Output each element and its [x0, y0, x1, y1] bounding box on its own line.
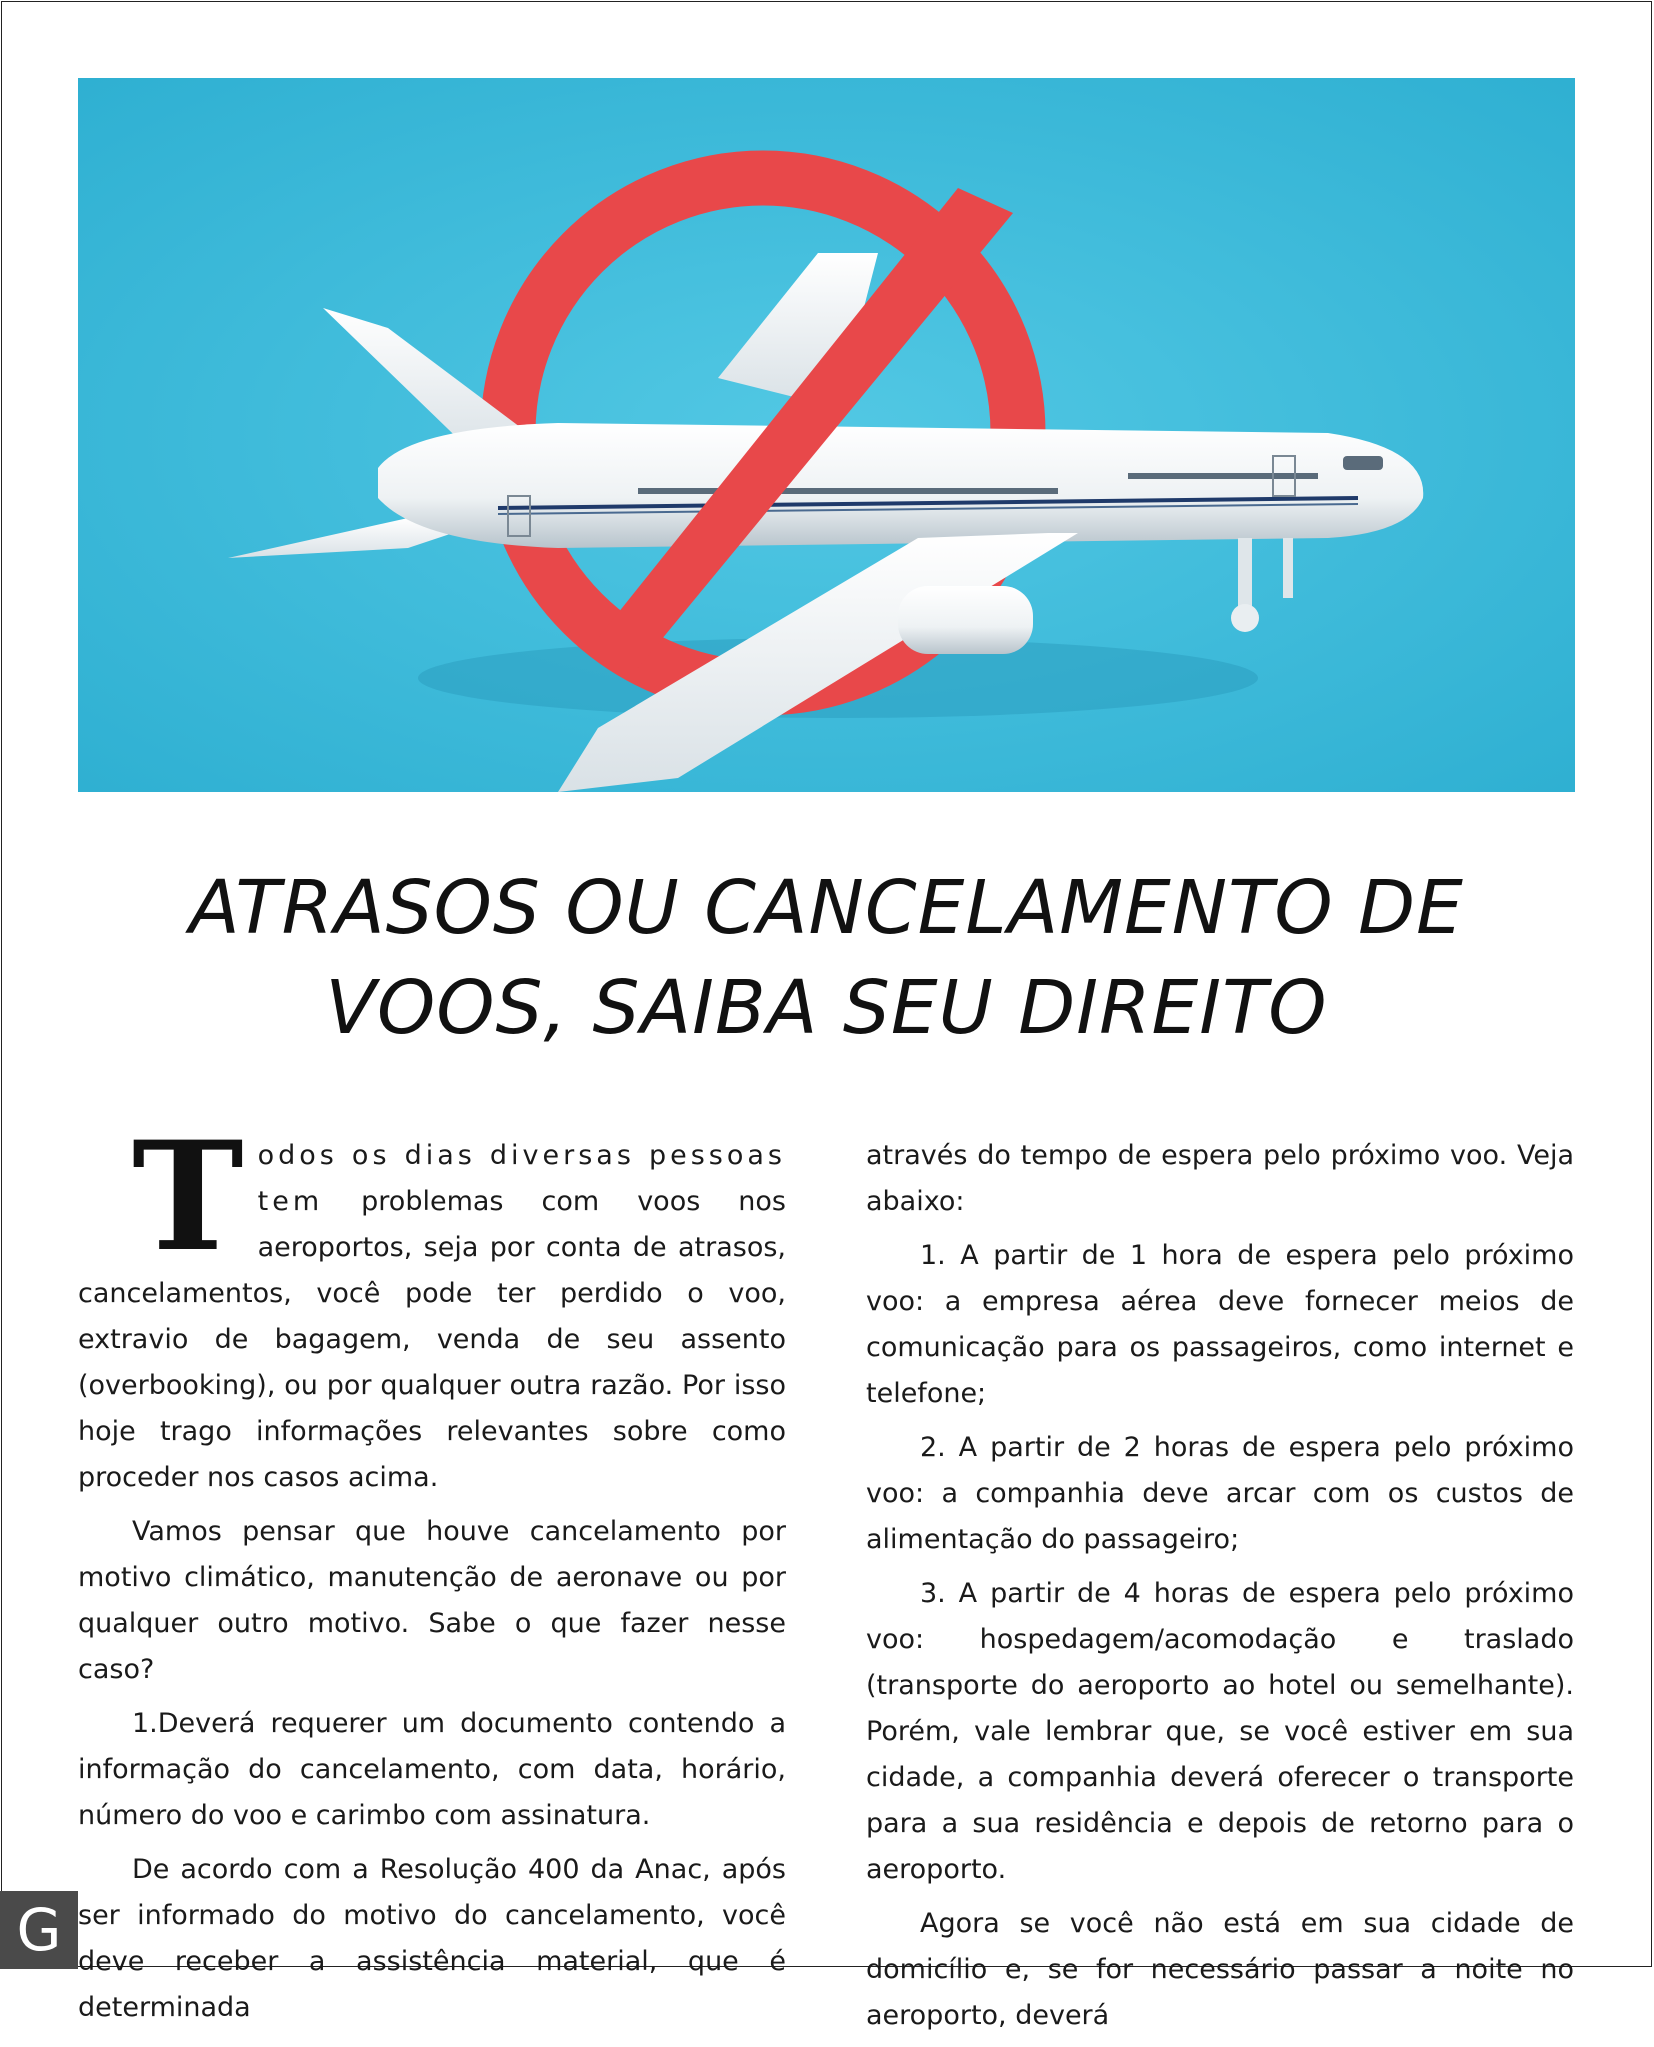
paragraph-lead: odos os dias diversas pessoas tem	[257, 1140, 786, 1217]
article-column-left	[78, 1109, 786, 2039]
article-paragraph: 3. A partir de 4 horas de espera pelo próximo voo: hospedagem/acomodação e traslado (transporte do aeroporto ao hotel ou semelhante). Porém, vale lembrar que, se você estiver em sua cidade, a companhia deverá oferecer o transporte para a sua residência e depois de retorno para o aeroporto.	[866, 1578, 1574, 1885]
hero-image	[78, 78, 1575, 792]
paragraph-text: problemas com voos nos aeroportos, seja por conta de atrasos, cancelamentos, você pode ter perdido o voo, extravio de bagagem, venda de seu assento (overbooking), ou por qualquer outra razão. Por isso hoje trago informações relevantes sobre como proceder nos casos acima.	[78, 1186, 786, 1493]
article-paragraph: Agora se você não está em sua cidade de domicílio e, se for necessário passar a noite no aeroporto, deverá	[866, 1908, 1574, 2031]
article-title-line-2: VOOS, SAIBA SEU DIREITO	[325, 965, 1328, 1051]
article-paragraph: 2. A partir de 2 horas de espera pelo próximo voo: a companhia deve arcar com os custos de alimentação do passageiro;	[866, 1432, 1574, 1555]
magazine-logo-badge: G	[0, 1891, 78, 1969]
article-paragraph: 1. A partir de 1 hora de espera pelo próximo voo: a empresa aérea deve fornecer meios de comunicação para os passageiros, como internet e telefone;	[866, 1240, 1574, 1409]
article-paragraph: 1.Deverá requerer um documento contendo a informação do cancelamento, com data, horário, número do voo e carimbo com assinatura.	[78, 1708, 786, 1831]
article-paragraph: De acordo com a Resolução 400 da Anac, após ser informado do motivo do cancelamento, você deve receber a assistência material, que é determinada	[78, 1854, 786, 2023]
article-title	[78, 858, 1575, 1058]
article-paragraph	[78, 1109, 786, 1501]
article-paragraph: através do tempo de espera pelo próximo voo. Veja abaixo:	[866, 1140, 1574, 1217]
drop-cap: T	[132, 1109, 244, 1285]
airplane-prohibition-icon	[78, 78, 1575, 792]
article-paragraph: Vamos pensar que houve cancelamento por motivo climático, manutenção de aeronave ou por qualquer outro motivo. Sabe o que fazer nesse caso?	[78, 1516, 786, 1685]
article-column-right	[866, 1133, 1574, 2047]
article-title-line-1: ATRASOS OU CANCELAMENTO DE	[189, 865, 1464, 951]
